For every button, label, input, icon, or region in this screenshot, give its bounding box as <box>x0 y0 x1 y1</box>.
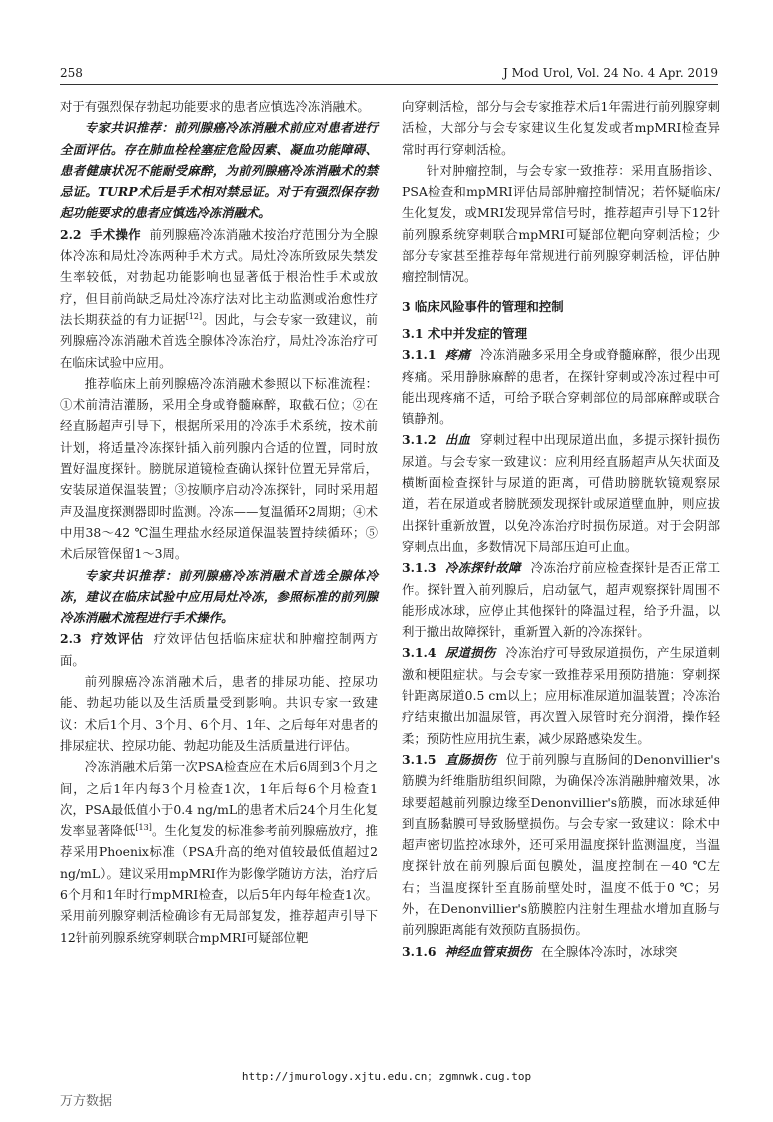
subsection-text: 冷冻消融多采用全身或脊髓麻醉，很少出现疼痛。采用静脉麻醉的患者，在探针穿刺或冷冻过程中可能出现疼痛不适，可给予联合穿刺部位的局部麻醉或联合镇静剂。 <box>402 347 721 427</box>
subsection-title: 冷冻探针故障 <box>444 560 521 576</box>
journal-citation: J Mod Urol, Vol. 24 No. 4 Apr. 2019 <box>502 66 718 80</box>
paragraph-continued: 向穿刺活检，部分与会专家推荐术后1年需进行前列腺穿刺活检，大部分与会专家建议生化复发或者mpMRI检查异常时再行穿刺活检。 <box>402 99 720 157</box>
section-text: 前列腺癌冷冻消融术按治疗范围分为全腺体冷冻和局灶冷冻两种手术方式。局灶冷冻所致尿失禁发生率较低，对勃起功能影响也显著低于根治性手术或放疗，但目前尚缺乏局灶冷冻疗法对比主动监测或治愈性疗法长期获益的有力证据 <box>60 226 378 327</box>
subsection-number: 3.1.4 <box>402 645 437 661</box>
subsection-3-1-1 <box>402 344 720 429</box>
subsection-3-1-5 <box>402 749 720 941</box>
right-column <box>402 96 720 962</box>
subsection-3-1-4 <box>402 642 720 748</box>
footer-url: http://jmurology.xjtu.edu.cn；zgmnwk.cug.top <box>241 1070 532 1083</box>
watermark: 万方数据 <box>60 1094 113 1109</box>
section-title: 手术操作 <box>90 226 141 242</box>
subsection-title: 直肠损伤 <box>445 751 497 767</box>
consensus-recommendation-1: 专家共识推荐：前列腺癌冷冻消融术前应对患者进行全面评估。存在肺血栓栓塞症危险因素、凝血功能障碍、患者健康状况不能耐受麻醉，为前列腺癌冷冻消融术的禁忌证。TURP术后是手术相对禁忌证。对于有强烈保存勃起功能要求的患者应慎选冷冻消融术。 <box>60 120 378 221</box>
section-number: 2.2 <box>60 226 82 242</box>
subsection-number: 3.1.1 <box>402 347 437 363</box>
subsection-text: 在全腺体冷冻时，冰球突 <box>541 943 678 959</box>
psa-text: 冷冻消融术后第一次PSA检查应在术后6周到3个月之间，之后1年内每3个月检查1次，1年后每6个月检查1次，PSA最低值小于0.4 ng/mL的患者术后24个月生化复发率显著降低 <box>60 759 378 839</box>
tumor-control-paragraph: 针对肿瘤控制，与会专家一致推荐：采用直肠指诊、PSA检查和mpMRI评估局部肿瘤控制情况；若怀疑临床/生化复发，或MRI发现异常信号时，推荐超声引导下12针前列腺系统穿刺联合mpMRI可疑部位靶向穿刺活检；少部分专家甚至推荐每年常规进行前列腺穿刺活检，评估肿瘤控制情况。 <box>402 162 720 285</box>
running-header <box>60 64 718 85</box>
psa-followup-paragraph <box>60 756 378 948</box>
left-column <box>60 96 378 948</box>
section-title: 疗效评估 <box>91 631 145 647</box>
procedure-flow-paragraph: 推荐临床上前列腺癌冷冻消融术参照以下标准流程：①术前清洁灌肠，采用全身或脊髓麻醉，取截石位；②在经直肠超声引导下，根据所采用的冷冻手术系统，按术前计划，将适量冷冻探针插入前列腺内合适的位置，同时放置好温度探针。膀胱尿道镜检查确认探针位置无异常后，安装尿道保温装置；③按顺序启动冷冻探针，同时采用超声及温度探测器即时监测。冷冻——复温循环2周期；④术中用38～42 ℃温生理盐水经尿道保温装置持续循环；⑤术后尿管保留1～3周。 <box>60 375 378 562</box>
subsection-text: 位于前列腺与直肠间的Denonvillier's筋膜为纤维脂肪组织间隙，为确保冷冻消融肿瘤效果，冰球要超越前列腺边缘至Denonvillier's筋膜，而冰球延伸到直肠黏膜可导致肠壁损伤。与会专家一致建议：除术中超声密切监控冰球外，还可采用温度探针监测温度，当温度探针放在前列腺后面包膜处，温度控制在－40 ℃左右；当温度探针至直肠前壁处时，温度不低于0 ℃；另外，在Denonvillier's筋膜腔内注射生理盐水增加直肠与前列腺距离能有效预防直肠损伤。 <box>402 751 720 938</box>
section-text-cont: 。因此，与会专家一致建议，前列腺癌冷冻消融术首选全腺体冷冻治疗，局灶冷冻治疗可在临床试验中应用。 <box>60 311 379 370</box>
section-text: 疗效评估包括临床症状和肿瘤控制两方面。 <box>60 631 379 668</box>
function-assessment-paragraph: 前列腺癌冷冻消融术后，患者的排尿功能、控尿功能、勃起功能以及生活质量受到影响。共识专家一致建议：术后1个月、3个月、6个月、1年、之后每年对患者的排尿症状、控尿功能、勃起功能及生活质量进行评估。 <box>60 674 378 753</box>
subsection-number: 3.1.2 <box>402 432 437 448</box>
psa-text-cont: 。生化复发的标准参考前列腺癌放疗，推荐采用Phoenix标准（PSA升高的绝对值较最低值超过2 ng/mL）。建议采用mpMRI作为影像学随访方法，治疗后6个月和1年时行mpMRI检查，以后5年内每年检查1次。采用前列腺穿刺活检确诊有无局部复发，推荐超声引导下12针前列腺系统穿刺联合mpMRI可疑部位靶 <box>60 823 379 945</box>
paragraph-continued: 对于有强烈保存勃起功能要求的患者应慎选冷冻消融术。 <box>60 99 370 114</box>
subsection-number: 3.1.3 <box>402 560 437 576</box>
consensus-recommendation-2: 专家共识推荐：前列腺癌冷冻消融术首选全腺体冷冻，建议在临床试验中应用局灶冷冻，参照标准的前列腺冷冻消融术流程进行手术操作。 <box>60 567 378 626</box>
subsection-number: 3.1.5 <box>402 751 437 767</box>
section-3-1-heading: 3.1 术中并发症的管理 <box>402 325 527 341</box>
section-3-heading: 3 临床风险事件的管理和控制 <box>402 298 564 314</box>
reference-mark: [12] <box>185 311 203 321</box>
subsection-title: 神经血管束损伤 <box>444 943 532 959</box>
subsection-title: 出血 <box>444 432 471 448</box>
reference-mark: [13] <box>135 822 152 832</box>
subsection-text: 冷冻治疗可导致尿道损伤，产生尿道刺激和梗阻症状。与会专家一致推荐采用预防措施：穿刺探针距离尿道0.5 cm以上；应用标准尿道加温装置；冷冻治疗结束撤出加温尿管，再次置入尿管时充分润滑，操作轻柔；预防性应用抗生素，减少尿路感染发生。 <box>402 645 720 746</box>
subsection-text: 穿刺过程中出现尿道出血，多提示探针损伤尿道。与会专家一致建议：应利用经直肠超声从矢状面及横断面检查探针与尿道的距离，可借助膀胱软镜观察尿道，若在尿道或者膀胱颈发现探针或尿道壁血肿，则应拔出探针重新放置，以免冷冻治疗时损伤尿道。对于会阴部穿刺点出血，多数情况下局部压迫可止血。 <box>402 432 721 554</box>
section-2-3 <box>60 628 378 671</box>
subsection-3-1-2 <box>402 429 720 557</box>
subsection-number: 3.1.6 <box>402 943 437 959</box>
section-2-2 <box>60 224 378 373</box>
subsection-3-1-6 <box>402 941 720 962</box>
subsection-3-1-3 <box>402 557 720 642</box>
subsection-title: 尿道损伤 <box>444 645 496 661</box>
section-number: 2.3 <box>60 631 82 647</box>
subsection-text: 冷冻治疗前应检查探针是否正常工作。探针置入前列腺后，启动氩气，超声观察探针周围不能形成冰球，应停止其他探针的降温过程，给予升温，以利于撤出故障探针，重新置入新的冷冻探针。 <box>402 560 721 640</box>
page-number: 258 <box>60 66 83 80</box>
subsection-title: 疼痛 <box>444 347 471 363</box>
